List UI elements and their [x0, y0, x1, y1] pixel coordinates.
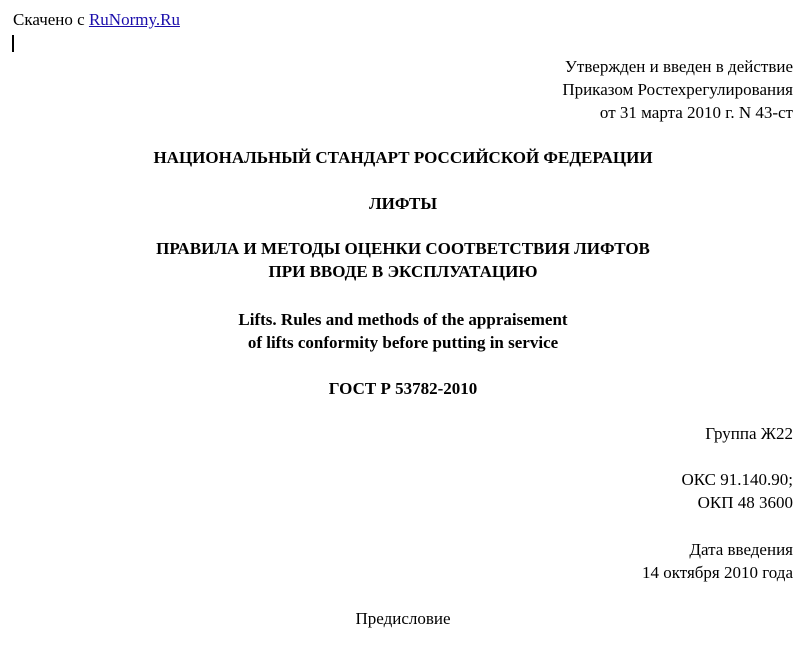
document-subject: ЛИФТЫ [368, 194, 438, 213]
gost-number: ГОСТ Р 53782-2010 [328, 379, 478, 398]
foreword-heading: Предисловие [355, 609, 451, 628]
approval-line-2: Приказом Ростехрегулирования [562, 80, 793, 99]
source-note [13, 8, 180, 31]
russian-title-line-2: ПРИ ВВОДЕ В ЭКСПЛУАТАЦИЮ [268, 262, 538, 281]
introduction-date-label: Дата введения [689, 540, 793, 559]
oks-code: ОКС 91.140.90; [681, 470, 793, 489]
russian-title [0, 237, 799, 283]
group-code: Группа Ж22 [705, 424, 793, 443]
russian-title-line-1: ПРАВИЛА И МЕТОДЫ ОЦЕНКИ СООТВЕТСТВИЯ ЛИФТОВ [156, 239, 650, 258]
approval-line-3: от 31 марта 2010 г. N 43-ст [599, 103, 793, 122]
english-title-line-2: of lifts conformity before putting in service [247, 333, 559, 352]
english-title [0, 308, 799, 354]
classification-codes [681, 468, 793, 514]
okp-code: ОКП 48 3600 [697, 493, 793, 512]
approval-block [562, 55, 793, 124]
introduction-date-block [642, 538, 793, 584]
text-cursor [12, 35, 14, 52]
english-title-line-1: Lifts. Rules and methods of the appraisement [238, 310, 568, 329]
runormy-link[interactable]: RuNormy.Ru [88, 10, 180, 29]
approval-line-1: Утвержден и введен в действие [564, 57, 793, 76]
introduction-date-value: 14 октября 2010 года [641, 563, 793, 582]
source-prefix: Скачено с [13, 10, 89, 29]
standard-heading: НАЦИОНАЛЬНЫЙ СТАНДАРТ РОССИЙСКОЙ ФЕДЕРАЦИИ [153, 148, 653, 167]
